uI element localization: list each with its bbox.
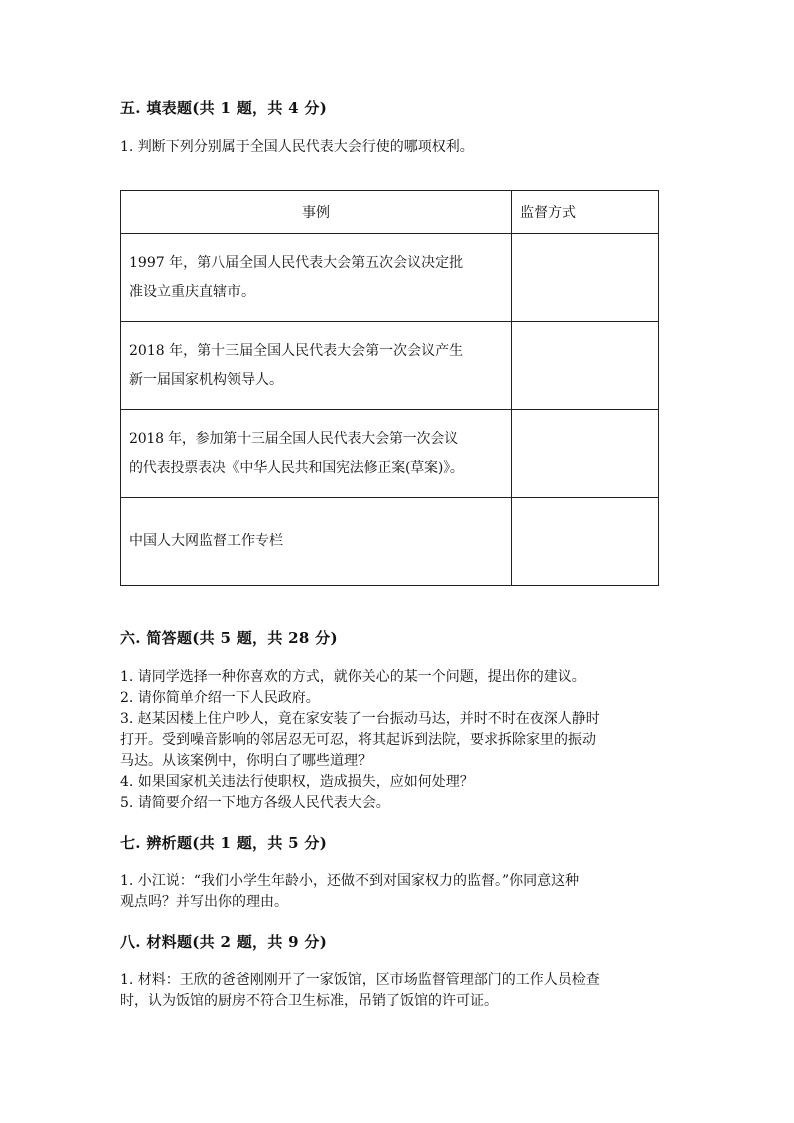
table-header-event: 事例 xyxy=(121,191,512,234)
table-row xyxy=(121,322,659,410)
section-7-line: 观点吗？并写出你的理由。 xyxy=(120,894,288,910)
section-6-line: 5. 请简要介绍一下地方各级人民代表大会。 xyxy=(120,795,390,811)
section-6-line: 2. 请你简单介绍一下人民政府。 xyxy=(120,690,320,706)
event-cell xyxy=(121,498,512,586)
event-line: 中国人大网监督工作专栏 xyxy=(129,533,283,549)
event-line: 的代表投票表决《中华人民共和国宪法修正案(草案)》。 xyxy=(129,459,464,476)
table-row xyxy=(121,410,659,498)
event-line: 2018 年，参加第十三届全国人民代表大会第一次会议 xyxy=(129,430,458,447)
table-header-method: 监督方式 xyxy=(512,191,659,234)
event-cell xyxy=(121,322,512,410)
section-6-line: 3. 赵某因楼上住户吵人，竟在家安装了一台振动马达，并时不时在夜深人静时 xyxy=(120,711,600,727)
answer-cell[interactable] xyxy=(512,322,659,410)
section-8-line: 时，认为饭馆的厨房不符合卫生标准，吊销了饭馆的许可证。 xyxy=(120,993,498,1009)
section-6-line: 1. 请同学选择一种你喜欢的方式，就你关心的某一个问题，提出你的建议。 xyxy=(120,669,586,685)
section-5-question-1: 1. 判断下列分别属于全国人民代表大会行使的哪项权利。 xyxy=(120,139,474,155)
section-8-heading: 八. 材料题(共 2 题，共 9 分) xyxy=(120,933,328,951)
event-line: 准设立重庆直辖市。 xyxy=(129,283,255,300)
event-cell xyxy=(121,410,512,498)
event-cell xyxy=(121,234,512,322)
answer-cell[interactable] xyxy=(512,498,659,586)
table-row xyxy=(121,234,659,322)
section-6-line: 4. 如果国家机关违法行使职权，造成损失，应如何处理？ xyxy=(120,774,474,790)
section-7-line: 1. 小江说：“我们小学生年龄小，还做不到对国家权力的监督。”你同意这种 xyxy=(120,873,580,889)
event-line: 2018 年，第十三届全国人民代表大会第一次会议产生 xyxy=(129,342,464,359)
section-6-heading: 六. 简答题(共 5 题，共 28 分) xyxy=(120,629,338,647)
table-row xyxy=(121,498,659,586)
event-line: 新一届国家机构领导人。 xyxy=(129,371,283,388)
section-8-line: 1. 材料：王欣的爸爸刚刚开了一家饭馆，区市场监督管理部门的工作人员检查 xyxy=(120,972,600,988)
table-header-row xyxy=(121,191,659,234)
section-5-heading: 五. 填表题(共 1 题，共 4 分) xyxy=(120,99,328,117)
section-7-heading: 七. 辨析题(共 1 题，共 5 分) xyxy=(120,834,328,852)
event-line: 1997 年，第八届全国人民代表大会第五次会议决定批 xyxy=(129,254,464,271)
section-6-line: 打开。受到噪音影响的邻居忍无可忍，将其起诉到法院，要求拆除家里的振动 xyxy=(120,732,596,748)
answer-cell[interactable] xyxy=(512,234,659,322)
fill-in-table xyxy=(120,190,659,586)
answer-cell[interactable] xyxy=(512,410,659,498)
section-6-line: 马达。从该案例中，你明白了哪些道理？ xyxy=(120,753,372,769)
